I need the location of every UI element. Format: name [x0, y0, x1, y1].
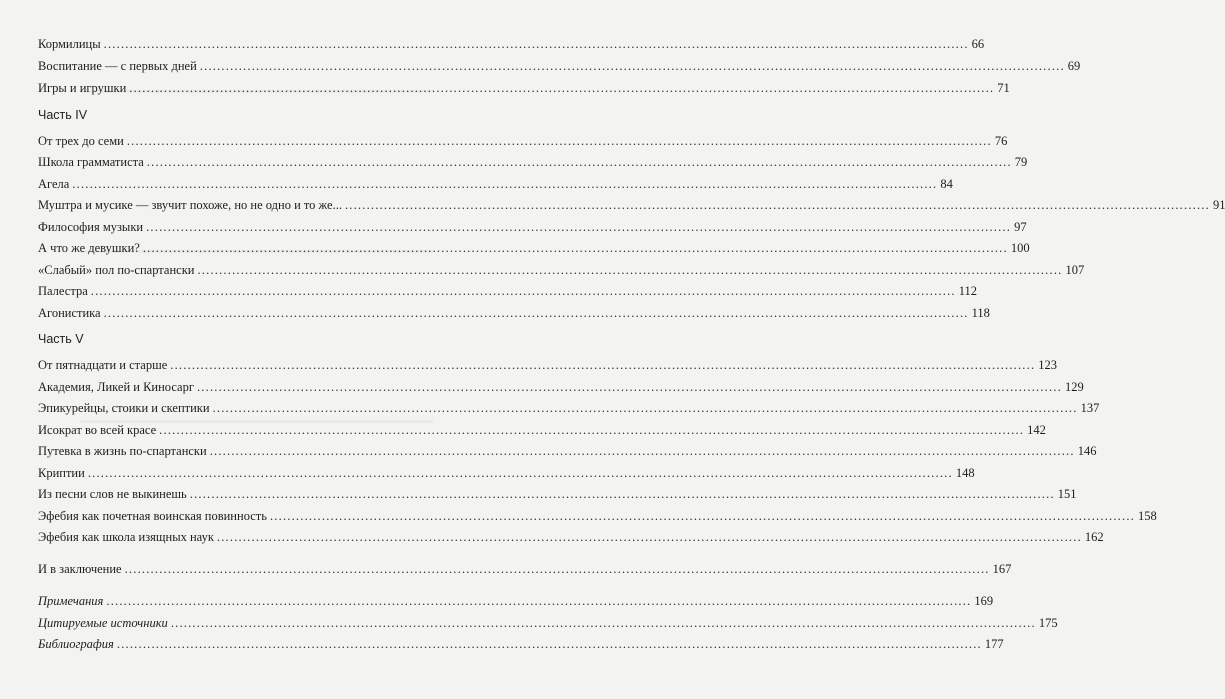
toc-entry-page: 123	[1038, 358, 1058, 372]
leader-dots: ........................................................................................................................................................................................................	[106, 594, 972, 608]
toc-entry-page: 158	[1137, 509, 1157, 523]
leader-dots: ........................................................................................................................................................................................................	[116, 637, 982, 651]
toc-entry-appendix	[38, 635, 1004, 653]
toc-entry	[38, 218, 1027, 236]
toc-entry	[38, 399, 1100, 417]
part-heading: Часть V	[38, 332, 84, 346]
toc-entry-page: 76	[994, 134, 1008, 148]
toc-entry-page: 91	[1212, 198, 1225, 212]
toc-entry-page: 169	[974, 594, 994, 608]
toc-entry-title: Библиография	[38, 637, 114, 651]
toc-entry-page: 112	[958, 284, 978, 298]
leader-dots: ........................................................................................................................................................................................................	[216, 530, 1082, 544]
toc-entry-page: 137	[1080, 401, 1100, 415]
toc-entry-page: 107	[1065, 263, 1085, 277]
part-heading: Часть IV	[38, 108, 88, 122]
leader-dots: ........................................................................................................................................................................................................	[90, 284, 956, 298]
toc-entry	[38, 485, 1077, 503]
toc-entry-title: Агонистика	[38, 306, 101, 320]
toc-entry	[38, 175, 953, 193]
toc-entry-title: Агела	[38, 177, 70, 191]
toc-entry	[38, 282, 978, 300]
toc-entry-page: 69	[1067, 59, 1081, 73]
leader-dots: ........................................................................................................................................................................................................	[142, 241, 1008, 255]
toc-entry-title: Из песни слов не выкинешь	[38, 487, 187, 501]
toc-entry-page: 162	[1084, 530, 1104, 544]
toc-entry-page: 148	[955, 466, 975, 480]
toc-entry-page: 177	[984, 637, 1004, 651]
leader-dots: ........................................................................................................................................................................................................	[212, 401, 1078, 415]
leader-dots: ........................................................................................................................................................................................................	[199, 59, 1065, 73]
leader-dots: ........................................................................................................................................................................................................	[209, 444, 1075, 458]
leader-dots: ........................................................................................................................................................................................................	[170, 358, 1036, 372]
toc-entry	[38, 35, 985, 53]
toc-entry-page: 66	[971, 37, 985, 51]
toc-entry-title: Философия музыки	[38, 220, 144, 234]
toc-entry-title: Эпикурейцы, стоики и скептики	[38, 401, 210, 415]
toc-entry-page: 146	[1077, 444, 1097, 458]
toc-entry-page: 100	[1010, 241, 1030, 255]
toc-entry	[38, 79, 1010, 97]
toc-entry-title: Палестра	[38, 284, 88, 298]
leader-dots: ........................................................................................................................................................................................................	[197, 263, 1063, 277]
toc-entry-title: «Слабый» пол по-спартански	[38, 263, 195, 277]
toc-entry	[38, 132, 1008, 150]
leader-dots: ........................................................................................................................................................................................................	[146, 220, 1012, 234]
toc-entry-page: 97	[1014, 220, 1027, 234]
toc-entry	[38, 378, 1084, 396]
leader-dots: ........................................................................................................................................................................................................	[196, 380, 1062, 394]
leader-dots: ........................................................................................................................................................................................................	[170, 616, 1036, 630]
leader-dots: ........................................................................................................................................................................................................	[159, 423, 1025, 437]
toc-entry	[38, 442, 1097, 460]
leader-dots: ........................................................................................................................................................................................................	[87, 466, 953, 480]
toc-entry-conclusion	[38, 560, 1012, 578]
toc-entry-page: 175	[1038, 616, 1058, 630]
toc-entry	[38, 153, 1028, 171]
toc-entry-appendix	[38, 614, 1058, 632]
toc-entry-title: Цитируемые источники	[38, 616, 168, 630]
toc-entry-title: Исократ во всей красе	[38, 423, 157, 437]
toc-entry	[38, 304, 990, 322]
toc-entry-title: Игры и игрушки	[38, 81, 127, 95]
toc-entry	[38, 528, 1104, 546]
toc-entry-page: 129	[1064, 380, 1084, 394]
toc-entry-page: 118	[971, 306, 990, 320]
toc-entry	[38, 421, 1046, 439]
toc-entry-page: 71	[997, 81, 1010, 95]
toc-entry-title: Академия, Ликей и Киносарг	[38, 380, 194, 394]
leader-dots: ........................................................................................................................................................................................................	[103, 306, 969, 320]
toc-entry-page: 167	[992, 562, 1012, 576]
leader-dots: ........................................................................................................................................................................................................	[72, 177, 938, 191]
toc-entry	[38, 196, 1225, 214]
leader-dots: ........................................................................................................................................................................................................	[103, 37, 969, 51]
leader-dots: ........................................................................................................................................................................................................	[269, 509, 1135, 523]
toc-entry	[38, 356, 1058, 374]
toc-entry	[38, 507, 1157, 525]
toc-entry	[38, 239, 1030, 257]
toc-entry	[38, 464, 975, 482]
leader-dots: ........................................................................................................................................................................................................	[126, 134, 992, 148]
leader-dots: ........................................................................................................................................................................................................	[344, 198, 1210, 212]
toc-entry-title: Кормилицы	[38, 37, 101, 51]
leader-dots: ........................................................................................................................................................................................................	[129, 81, 995, 95]
toc-entry-title: Школа грамматиста	[38, 155, 144, 169]
toc-entry-title: Примечания	[38, 594, 104, 608]
toc-entry-title: И в заключение	[38, 562, 122, 576]
toc-entry-title: Путевка в жизнь по-спартански	[38, 444, 207, 458]
toc-entry-page: 142	[1027, 423, 1046, 437]
toc-entry	[38, 57, 1081, 75]
toc-entry-title: Муштра и мусике — звучит похоже, но не одно и то же...	[38, 198, 342, 212]
toc-entry-title: Эфебия как школа изящных наук	[38, 530, 214, 544]
toc-entry-appendix	[38, 592, 994, 610]
leader-dots: ........................................................................................................................................................................................................	[146, 155, 1012, 169]
toc-entry-title: А что же девушки?	[38, 241, 140, 255]
toc-entry-title: От трех до семи	[38, 134, 124, 148]
leader-dots: ........................................................................................................................................................................................................	[124, 562, 990, 576]
toc-entry	[38, 261, 1085, 279]
toc-entry-page: 79	[1014, 155, 1028, 169]
toc-entry-page: 84	[940, 177, 953, 191]
toc-entry-page: 151	[1057, 487, 1077, 501]
leader-dots: ........................................................................................................................................................................................................	[189, 487, 1055, 501]
toc-entry-title: От пятнадцати и старше	[38, 358, 168, 372]
toc-entry-title: Воспитание — с первых дней	[38, 59, 197, 73]
toc-entry-title: Криптии	[38, 466, 85, 480]
toc-entry-title: Эфебия как почетная воинская повинность	[38, 509, 267, 523]
